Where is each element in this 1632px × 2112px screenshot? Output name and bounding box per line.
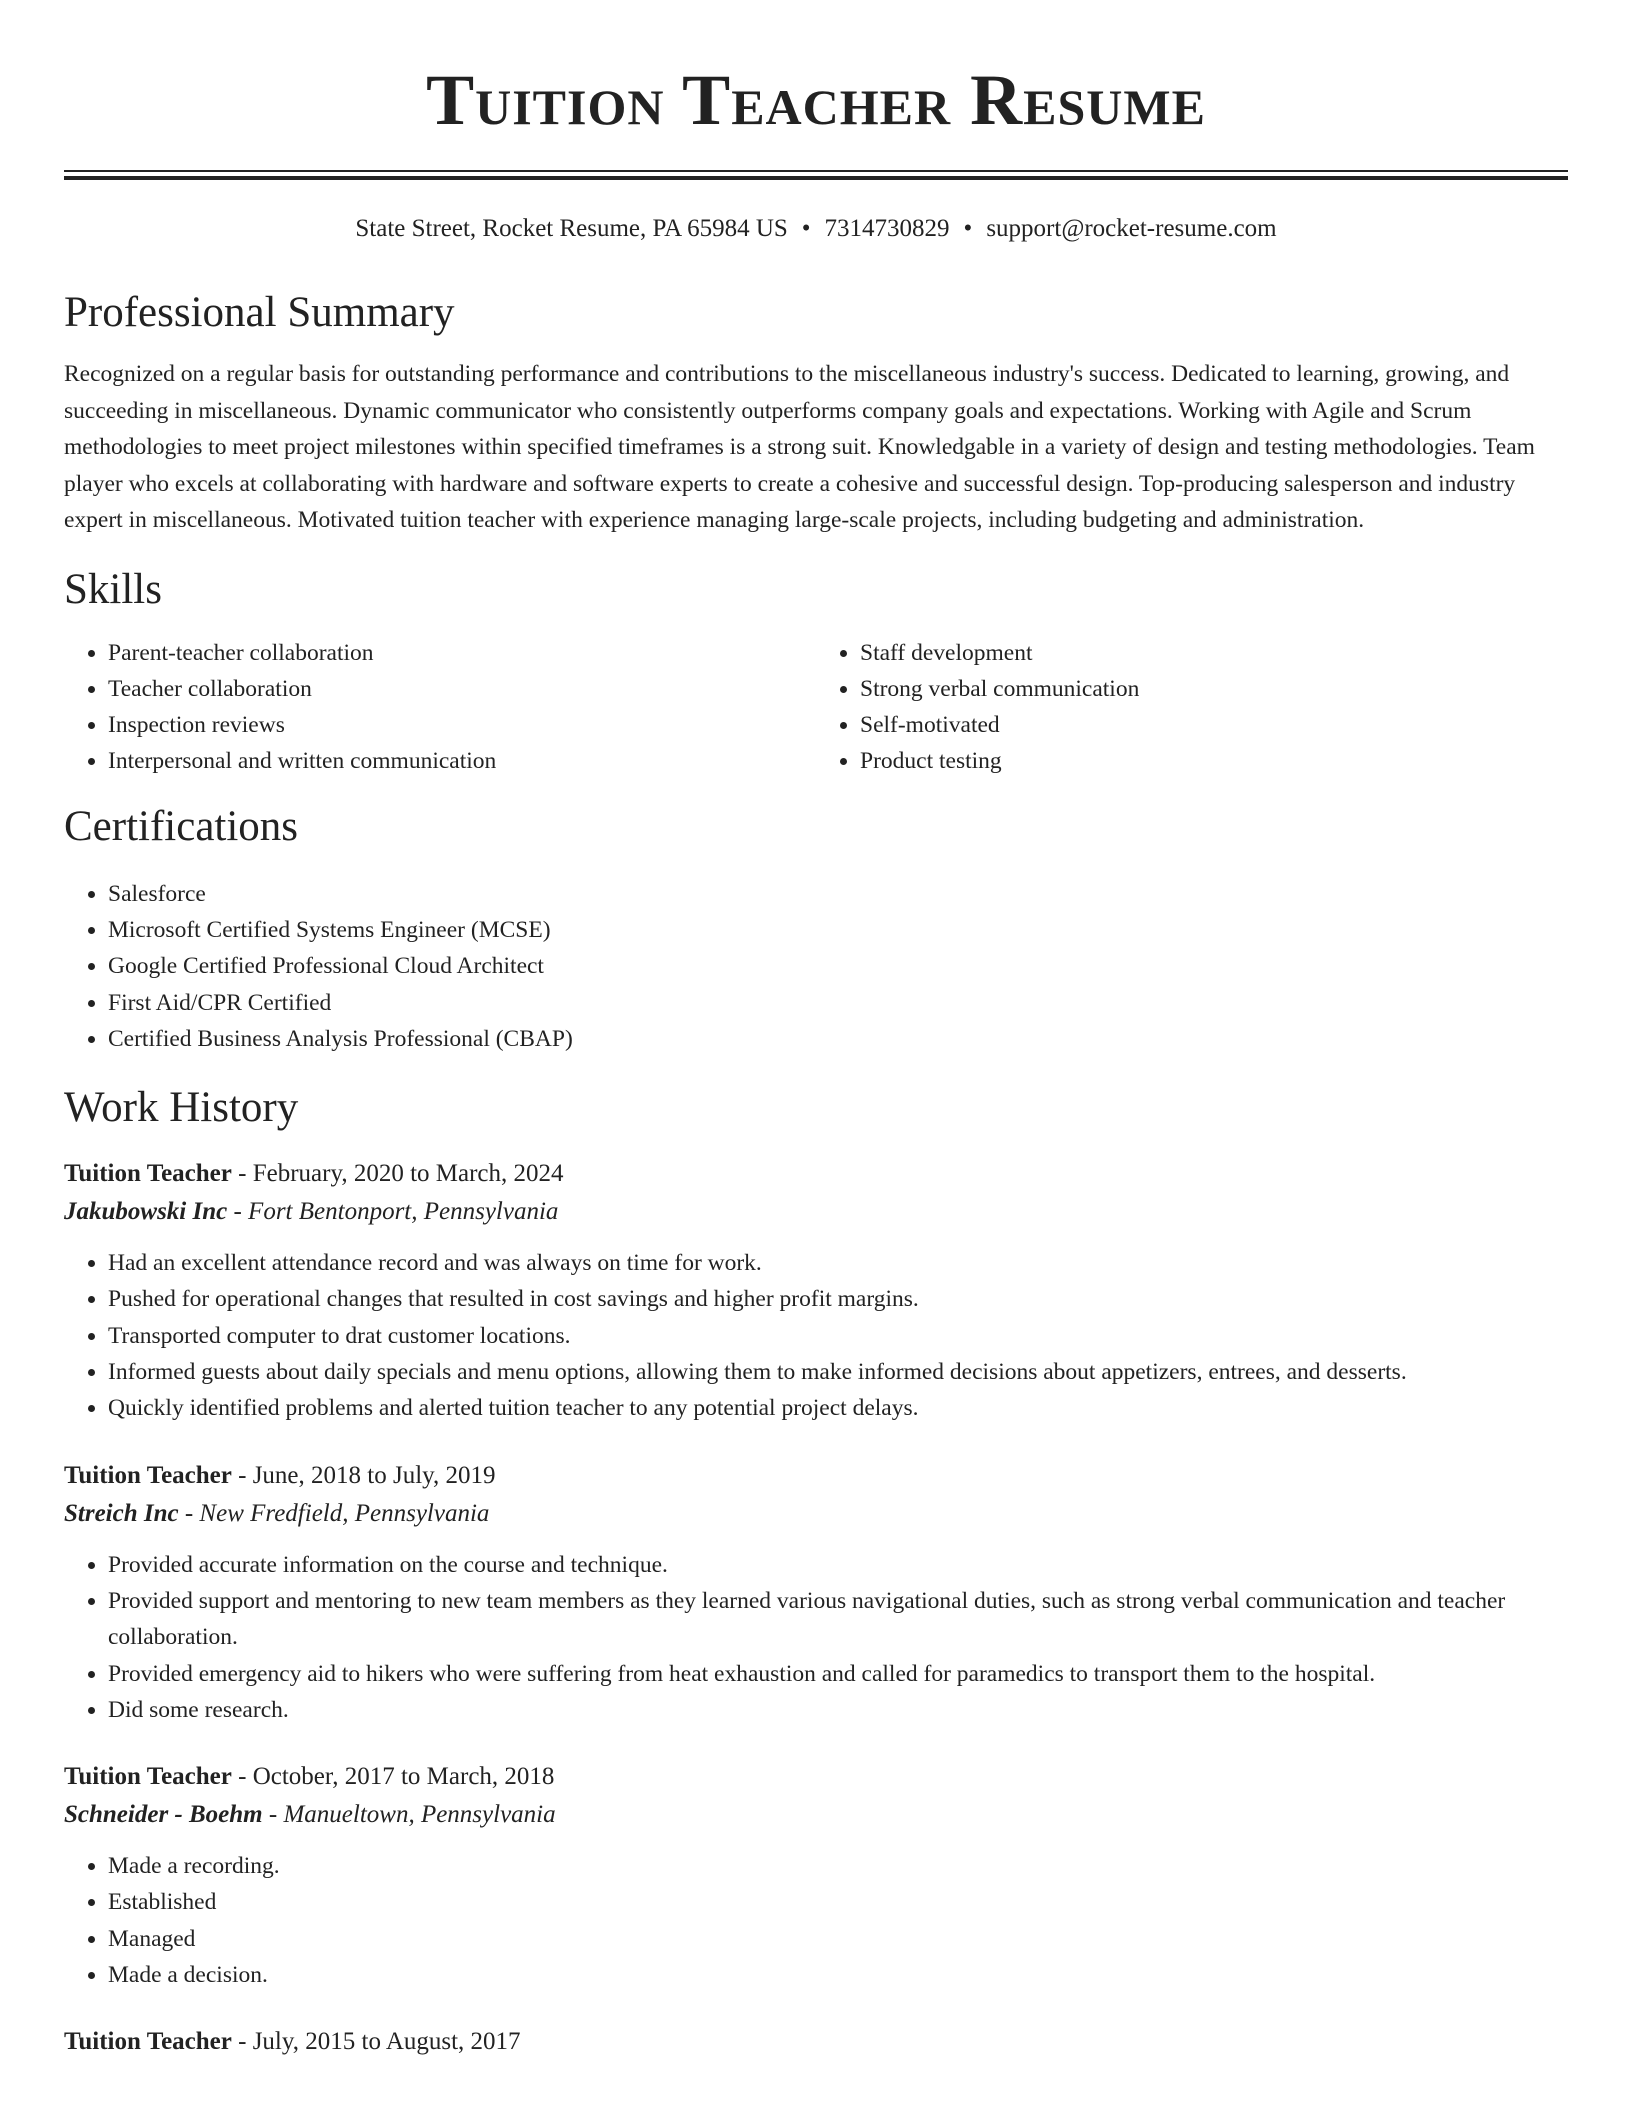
- job-dates: - February, 2020 to March, 2024: [231, 1160, 564, 1188]
- skill-item: • Inspection reviews: [108, 707, 816, 743]
- job-location: - Manueltown, Pennsylvania: [262, 1801, 556, 1829]
- contact-email: support@rocket-resume.com: [986, 215, 1277, 242]
- job-duty-item: • Managed: [108, 1921, 1568, 1957]
- certifications-heading: Certifications: [64, 802, 299, 850]
- summary-text: Recognized on a regular basis for outstanding performance and contributions to the miscellaneous industry's success. Dedicated to learning, growing, and succeeding in miscellaneous. Dynamic communicator who consistently outperforms company goals and expectations. Working with Agile and Scrum methodologies to meet project milestones within specified timeframes is a strong suit. Knowledgable in a variety of design and testing methodologies. Team player who excels at collaborating with hardware and software experts to create a cohesive and successful design. Top-producing salesperson and industry expert in miscellaneous. Motivated tuition teacher with experience managing large-scale projects, including budgeting and administration.: [64, 361, 1535, 533]
- contact-address: State Street, Rocket Resume, PA 65984 US: [355, 215, 788, 242]
- job-company: Jakubowski Inc: [64, 1198, 228, 1226]
- job-header: [64, 1155, 1568, 1193]
- job-company-line: [64, 1495, 1568, 1533]
- job-company-line: [64, 1193, 1568, 1231]
- resume-title: Tuition Teacher Resume: [426, 60, 1206, 140]
- certification-item: • Google Certified Professional Cloud Architect: [108, 948, 1568, 984]
- certification-item: • First Aid/CPR Certified: [108, 985, 1568, 1021]
- job-role: Tuition Teacher: [64, 1763, 232, 1791]
- job-duty-item: • Pushed for operational changes that resulted in cost savings and higher profit margins.: [108, 1281, 1568, 1317]
- work-history-heading: Work History: [64, 1084, 299, 1132]
- certification-item: • Microsoft Certified Systems Engineer (MCSE): [108, 912, 1568, 948]
- job-duties-list: [64, 1547, 1568, 1728]
- job-location: - Fort Bentonport, Pennsylvania: [227, 1198, 559, 1226]
- skill-item: • Product testing: [860, 743, 1568, 779]
- job-header: [64, 1758, 1568, 1796]
- job-duty-item: • Quickly identified problems and alerted tuition teacher to any potential project delays.: [108, 1390, 1568, 1426]
- skill-item: • Parent-teacher collaboration: [108, 635, 816, 671]
- job-location: - New Fredfield, Pennsylvania: [178, 1499, 490, 1527]
- job-company: Streich Inc: [64, 1499, 179, 1527]
- job-entry: [64, 1758, 1568, 1993]
- skill-item: • Interpersonal and written communication: [108, 743, 816, 779]
- job-duties-list: [64, 1848, 1568, 1993]
- job-duty-item: • Had an excellent attendance record and was always on time for work.: [108, 1245, 1568, 1281]
- job-duty-item: • Did some research.: [108, 1692, 1568, 1728]
- job-dates: - June, 2018 to July, 2019: [231, 1461, 496, 1489]
- skills-list-left: [64, 635, 816, 780]
- job-company-line: [64, 1796, 1568, 1834]
- job-header: [64, 2023, 1568, 2061]
- certifications-list: [64, 876, 1568, 1057]
- work-history-list: [64, 1155, 1568, 2061]
- job-duty-item: • Established: [108, 1884, 1568, 1920]
- job-dates: - July, 2015 to August, 2017: [231, 2028, 521, 2056]
- header-divider-thick: [64, 176, 1568, 180]
- job-entry: [64, 1155, 1568, 1426]
- job-duty-item: • Made a decision.: [108, 1957, 1568, 1993]
- job-role: Tuition Teacher: [64, 1160, 232, 1188]
- contact-line: [64, 212, 1568, 246]
- job-duty-item: • Made a recording.: [108, 1848, 1568, 1884]
- skills-list-right: [816, 635, 1568, 780]
- certification-item: • Salesforce: [108, 876, 1568, 912]
- contact-phone: 7314730829: [824, 215, 950, 242]
- job-dates: - October, 2017 to March, 2018: [231, 1763, 555, 1791]
- job-company: Schneider - Boehm: [64, 1801, 263, 1829]
- skill-item: • Teacher collaboration: [108, 671, 816, 707]
- skills-heading: Skills: [64, 565, 162, 613]
- header-divider-thin: [64, 170, 1568, 172]
- skills-columns: [64, 635, 1568, 780]
- contact-separator: •: [963, 215, 973, 242]
- summary-heading: Professional Summary: [64, 289, 455, 336]
- job-duty-item: • Provided support and mentoring to new team members as they learned various navigational duties, such as strong verbal communication and teacher collaboration.: [108, 1583, 1568, 1656]
- skill-item: • Strong verbal communication: [860, 671, 1568, 707]
- job-header: [64, 1457, 1568, 1495]
- job-duty-item: • Provided accurate information on the course and technique.: [108, 1547, 1568, 1583]
- job-duty-item: • Informed guests about daily specials and menu options, allowing them to make informed decisions about appetizers, entrees, and desserts.: [108, 1354, 1568, 1390]
- job-role: Tuition Teacher: [64, 2028, 232, 2056]
- certification-item: • Certified Business Analysis Professional (CBAP): [108, 1021, 1568, 1057]
- skill-item: • Self-motivated: [860, 707, 1568, 743]
- job-duties-list: [64, 1245, 1568, 1426]
- skill-item: • Staff development: [860, 635, 1568, 671]
- job-duty-item: • Provided emergency aid to hikers who were suffering from heat exhaustion and called for paramedics to transport them to the hospital.: [108, 1656, 1568, 1692]
- job-role: Tuition Teacher: [64, 1461, 232, 1489]
- job-duty-item: • Transported computer to drat customer locations.: [108, 1318, 1568, 1354]
- contact-separator: •: [801, 215, 811, 242]
- job-entry: [64, 2023, 1568, 2061]
- job-entry: [64, 1457, 1568, 1728]
